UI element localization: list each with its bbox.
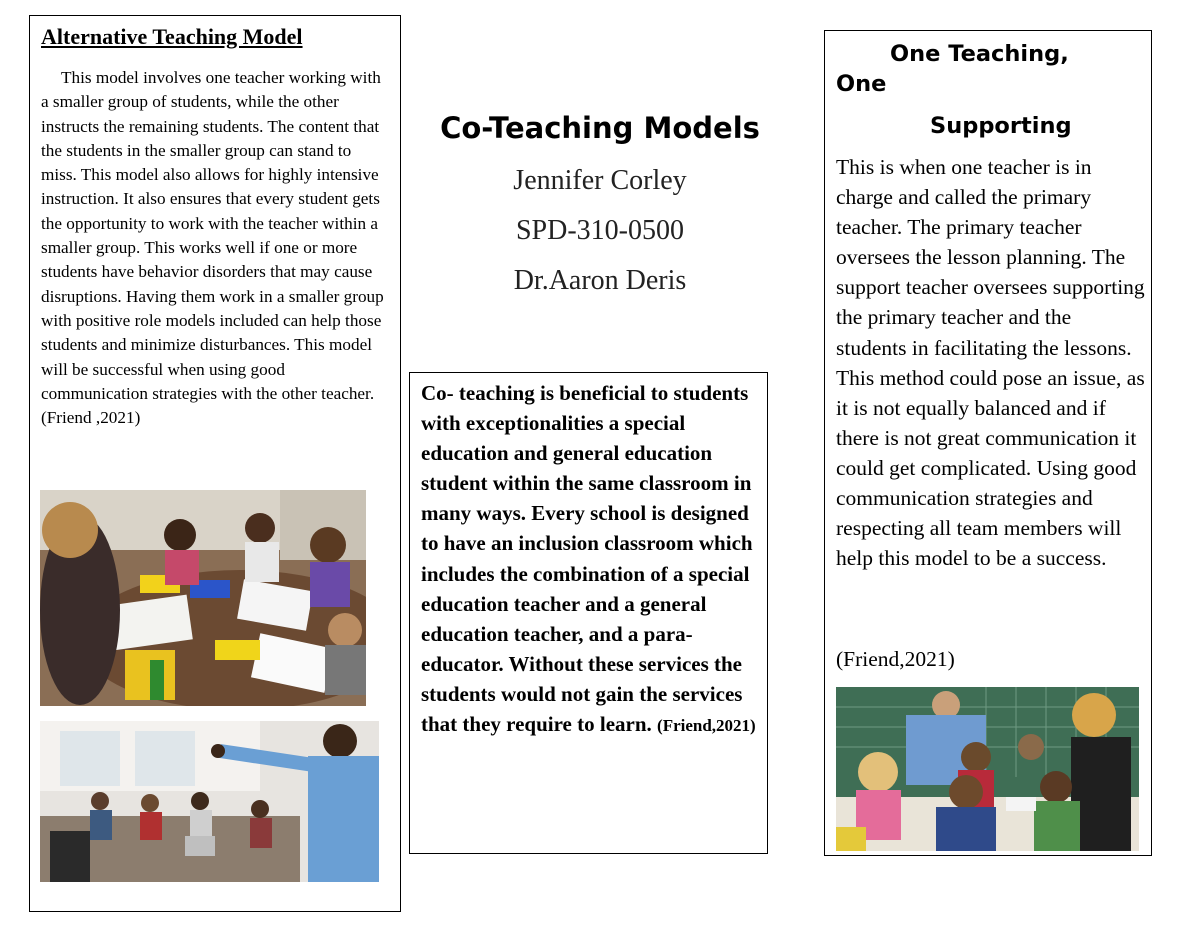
cover-instructor: Dr.Aaron Deris	[513, 265, 687, 296]
right-title-line3: Supporting	[930, 113, 1072, 139]
left-panel-body-text: This model involves one teacher working with a smaller group of students, while the other instructs the remaining students. The content that the students in the smaller group can stand to miss. This model also allows for highly intensive instruction. It also ensures that every student gets the opportunity to work with the teacher within a smaller group. This works well if one or more students have behavior disorders that may cause disruptions. Having them work in a smaller group with positive role models included can help those students and minimize disturbances. This model will be successful when using good communication strategies with the other teacher.	[41, 68, 384, 403]
classroom-group-illustration	[40, 490, 366, 706]
right-panel-title	[836, 39, 1146, 141]
classroom-group-photo	[40, 490, 366, 706]
cover-author: Jennifer Corley	[513, 165, 687, 196]
teacher-pointing-photo	[40, 721, 379, 882]
center-text-box	[409, 372, 768, 854]
center-box-body: Co- teaching is beneficial to students with exceptionalities a special education and general education student within the same classroom in many ways. Every school is designed to have an inclusion classroom which includes the combination of a special education teacher and a general education teacher, and a para-educator. Without these services the students would not gain the services that they require to learn.	[421, 381, 753, 737]
teacher-pointing-illustration	[40, 721, 379, 882]
cover-section	[409, 108, 791, 306]
right-panel-body: This is when one teacher is in charge and called the primary teacher. The primary teacher oversees the lesson planning. The support teacher oversees supporting the primary teacher and the students in facilitating the lessons. This method could pose an issue, as it is not equally balanced and if there is not great communication it could get complicated. Using good communication strategies and respecting all team members will help this model to be a success.	[836, 155, 1145, 571]
left-panel-body	[41, 66, 391, 430]
center-box-citation: (Friend,2021)	[657, 716, 756, 736]
left-panel-citation: (Friend ,2021)	[41, 408, 141, 428]
right-title-line1: One Teaching,	[890, 41, 1069, 67]
cover-title: Co-Teaching Models	[440, 111, 760, 145]
right-panel-citation: (Friend,2021)	[836, 647, 955, 671]
cover-course: SPD-310-0500	[515, 215, 684, 246]
left-panel-title: Alternative Teaching Model	[41, 24, 303, 49]
teachers-with-students-photo	[836, 687, 1139, 851]
teachers-with-students-illustration	[836, 687, 1139, 851]
center-box-text	[421, 378, 761, 741]
right-title-line2: One	[836, 71, 887, 97]
